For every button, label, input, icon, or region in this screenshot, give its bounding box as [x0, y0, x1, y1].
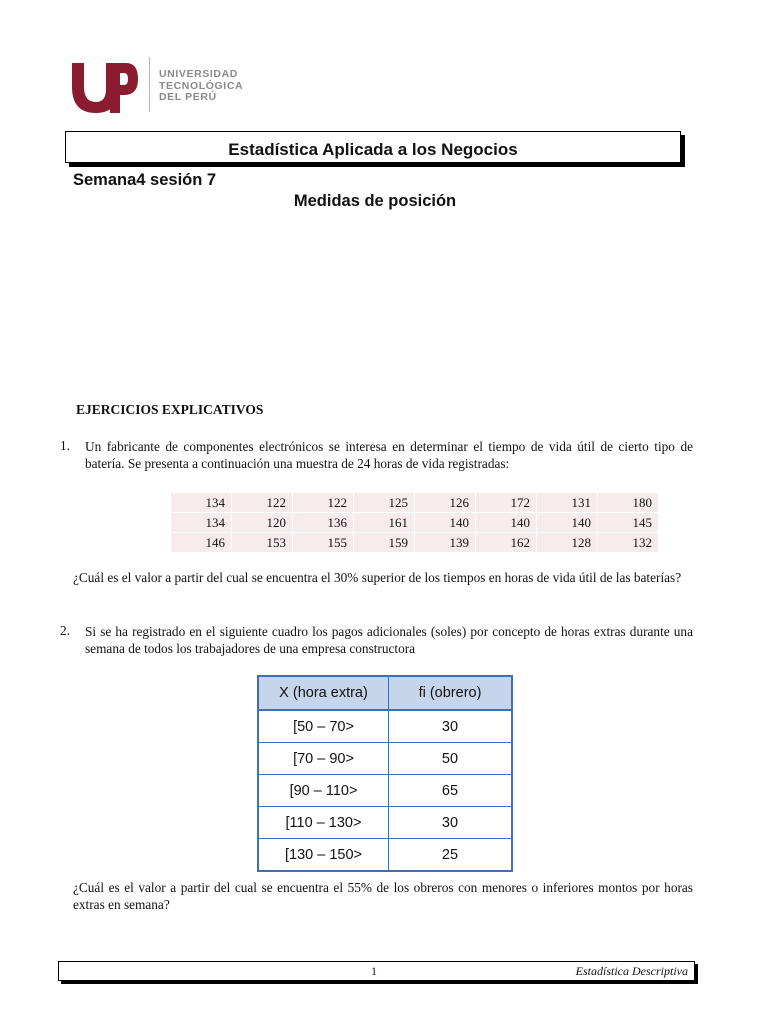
- topic-title: Medidas de posición: [293, 192, 457, 210]
- data-cell: 155: [293, 533, 354, 553]
- data-cell: 139: [415, 533, 476, 553]
- frequency-cell: 30: [389, 710, 512, 743]
- frequency-cell: 30: [389, 807, 512, 839]
- week-session: Semana4 sesión 7: [73, 171, 217, 189]
- data-cell: 159: [354, 533, 415, 553]
- frequency-cell: 65: [389, 775, 512, 807]
- interval-cell: [70 – 90>: [259, 743, 389, 775]
- data-cell: 140: [476, 513, 537, 533]
- data-cell: 146: [171, 533, 232, 553]
- interval-cell: [130 – 150>: [259, 839, 389, 871]
- interval-cell: [90 – 110>: [259, 775, 389, 807]
- table-row: [171, 493, 659, 513]
- table-row: [259, 710, 512, 743]
- data-cell: 136: [293, 513, 354, 533]
- data-cell: 132: [598, 533, 659, 553]
- page-number: 1: [371, 964, 377, 978]
- table-header-row: [259, 677, 512, 711]
- data-cell: 122: [232, 493, 293, 513]
- exercise-2-question: ¿Cuál es el valor a partir del cual se encuentra el 55% de los obreros con menores o inferiores montos por horas extras en semana?: [73, 880, 693, 912]
- data-cell: 126: [415, 493, 476, 513]
- logo-line-1: UNIVERSIDAD: [159, 68, 238, 80]
- course-title-box: [65, 131, 681, 163]
- table-row: [171, 533, 659, 553]
- data-cell: 153: [232, 533, 293, 553]
- column-header-fi: fi (obrero): [389, 677, 512, 711]
- data-cell: 180: [598, 493, 659, 513]
- footer-title: Estadística Descriptiva: [575, 964, 688, 978]
- frequency-cell: 25: [389, 839, 512, 871]
- data-cell: 120: [232, 513, 293, 533]
- exercise-2-text: Si se ha registrado en el siguiente cuadro los pagos adicionales (soles) por concepto de horas extras durante una semana de todos los trabajadores de una empresa constructora: [85, 624, 693, 656]
- exercise-1-question: ¿Cuál es el valor a partir del cual se encuentra el 30% superior de los tiempos en horas de vida útil de las baterías?: [73, 570, 682, 585]
- interval-cell: [50 – 70>: [259, 710, 389, 743]
- data-cell: 162: [476, 533, 537, 553]
- table-row: [259, 839, 512, 871]
- frequency-cell: 50: [389, 743, 512, 775]
- table-row: [259, 743, 512, 775]
- data-cell: 122: [293, 493, 354, 513]
- data-cell: 172: [476, 493, 537, 513]
- logo-wordmark: [159, 69, 243, 104]
- data-cell: 134: [171, 493, 232, 513]
- course-title: Estadística Aplicada a los Negocios: [228, 140, 518, 159]
- data-cell: 140: [537, 513, 598, 533]
- interval-cell: [110 – 130>: [259, 807, 389, 839]
- table-row: [259, 807, 512, 839]
- exercise-1-number: 1.: [60, 438, 70, 453]
- logo-separator: [149, 57, 150, 112]
- exercise-1-text: Un fabricante de componentes electrónicos se interesa en determinar el tiempo de vida útil de cierto tipo de batería. Se presenta a continuación una muestra de 24 horas de vida registradas:: [85, 439, 693, 471]
- data-cell: 131: [537, 493, 598, 513]
- logo-line-2: TECNOLÓGICA: [159, 79, 244, 92]
- data-cell: 161: [354, 513, 415, 533]
- data-cell: 140: [415, 513, 476, 533]
- table-row: [259, 775, 512, 807]
- data-cell: 125: [354, 493, 415, 513]
- table-row: [171, 513, 659, 533]
- overtime-frequency-table: [258, 676, 512, 871]
- data-cell: 128: [537, 533, 598, 553]
- battery-data-table: [170, 492, 659, 553]
- data-cell: 145: [598, 513, 659, 533]
- column-header-x: X (hora extra): [259, 677, 389, 711]
- page-footer: [58, 961, 695, 981]
- section-heading: EJERCICIOS EXPLICATIVOS: [76, 402, 264, 417]
- logo-line-3: DEL PERÚ: [159, 91, 217, 103]
- data-cell: 134: [171, 513, 232, 533]
- exercise-2-number: 2.: [60, 623, 70, 638]
